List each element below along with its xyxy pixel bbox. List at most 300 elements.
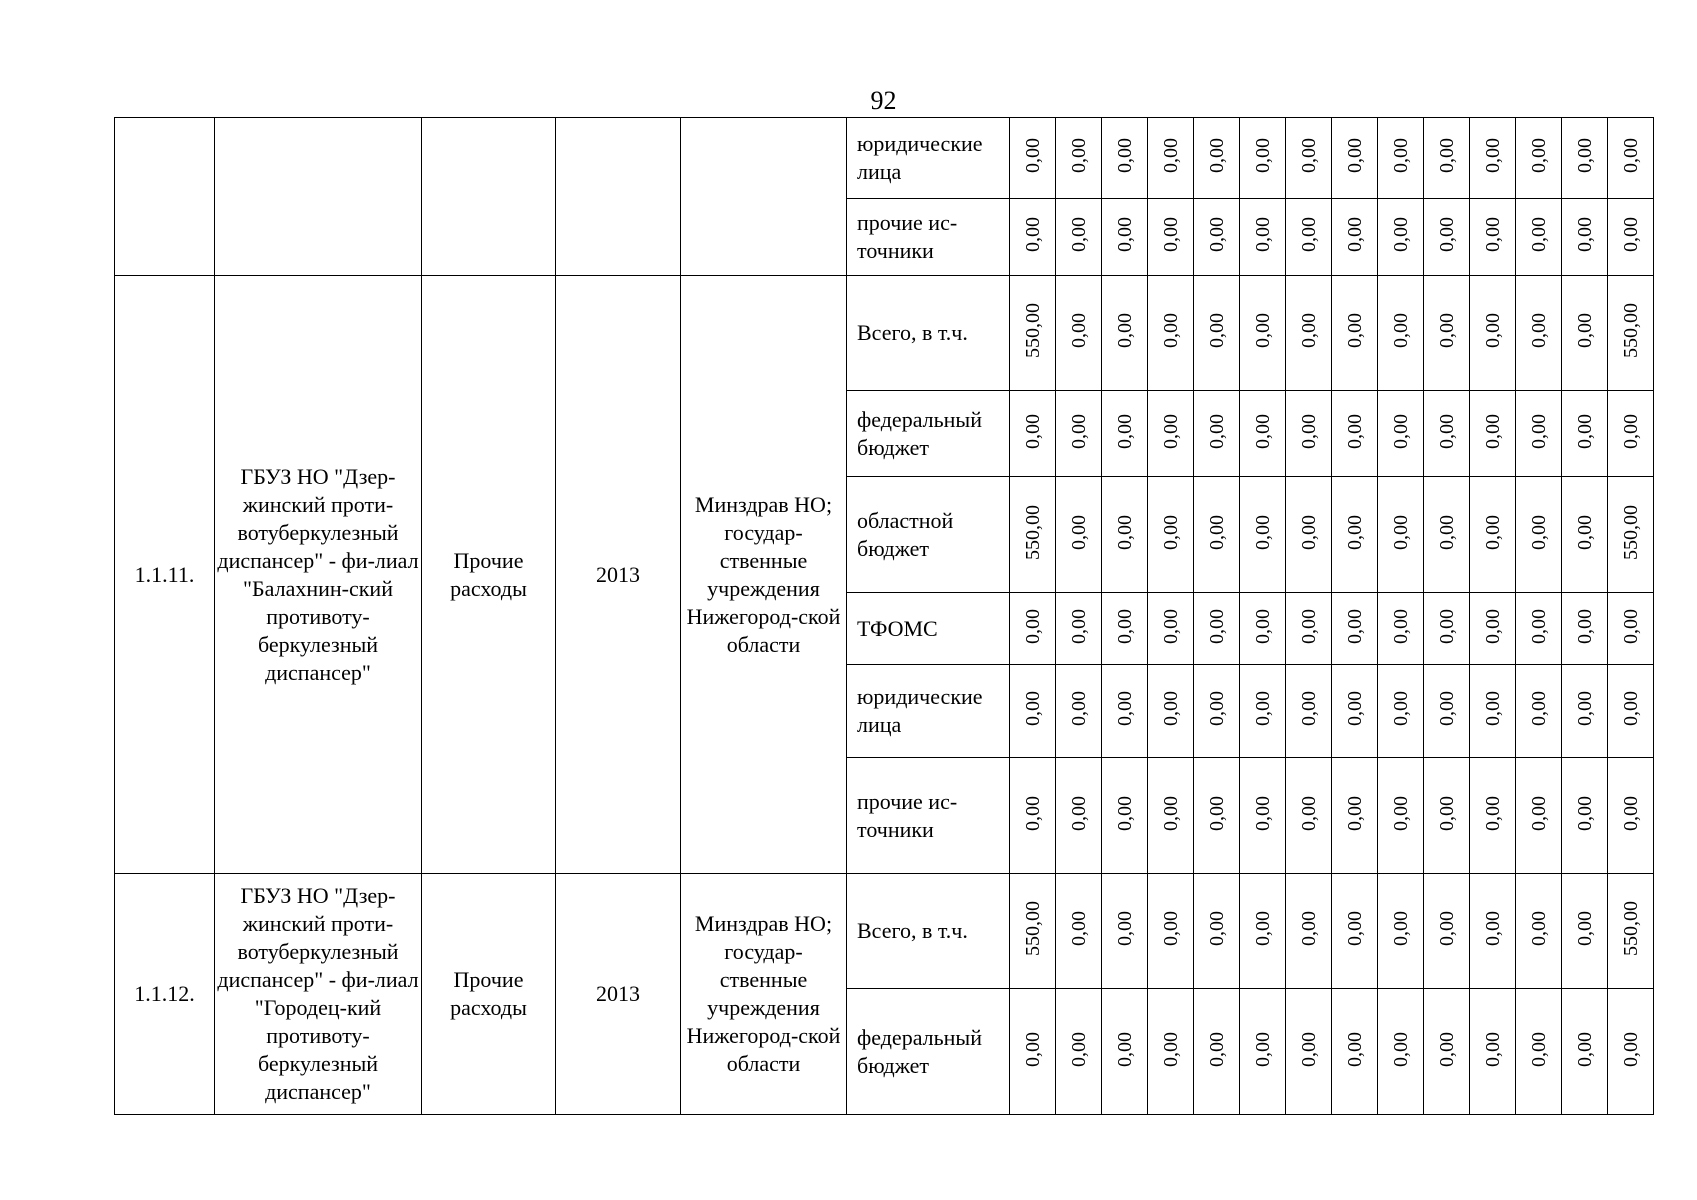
value-text: 0,00 bbox=[1389, 795, 1412, 831]
value-cell bbox=[1378, 477, 1424, 593]
value-cell bbox=[1516, 276, 1562, 391]
value-cell bbox=[1148, 477, 1194, 593]
value-text: 0,00 bbox=[1113, 138, 1136, 173]
value-cell bbox=[1010, 199, 1056, 276]
value-text: 0,00 bbox=[1573, 911, 1596, 946]
value-cell bbox=[1240, 477, 1286, 593]
value-text: 0,00 bbox=[1021, 691, 1044, 726]
value-cell bbox=[1332, 391, 1378, 477]
value-text: 0,00 bbox=[1573, 413, 1596, 449]
value-cell bbox=[1378, 199, 1424, 276]
value-cell bbox=[1102, 391, 1148, 477]
value-cell bbox=[1378, 276, 1424, 391]
executor: Минздрав НО; государ-ственные учреждения Нижегород-ской области bbox=[681, 874, 847, 1115]
value-text: 0,00 bbox=[1205, 795, 1228, 831]
table-body bbox=[115, 118, 1654, 1115]
funding-source: областной бюджет bbox=[847, 477, 1010, 593]
value-cell bbox=[1010, 758, 1056, 874]
expense-type bbox=[422, 118, 556, 276]
value-text: 0,00 bbox=[1619, 795, 1642, 831]
value-text: 0,00 bbox=[1205, 138, 1228, 173]
value-text: 0,00 bbox=[1159, 608, 1182, 644]
value-text: 0,00 bbox=[1297, 911, 1320, 946]
value-cell bbox=[1056, 593, 1102, 665]
value-text: 0,00 bbox=[1067, 691, 1090, 726]
value-cell bbox=[1608, 391, 1654, 477]
value-cell bbox=[1470, 118, 1516, 199]
value-cell bbox=[1424, 477, 1470, 593]
value-cell bbox=[1608, 477, 1654, 593]
value-cell bbox=[1056, 665, 1102, 758]
item-number: 1.1.12. bbox=[115, 874, 215, 1115]
value-text: 0,00 bbox=[1527, 1031, 1550, 1067]
value-cell bbox=[1470, 665, 1516, 758]
value-cell bbox=[1194, 199, 1240, 276]
value-cell bbox=[1194, 391, 1240, 477]
value-text: 0,00 bbox=[1067, 795, 1090, 831]
value-text: 0,00 bbox=[1159, 1031, 1182, 1067]
funding-source: прочие ис-точники bbox=[847, 199, 1010, 276]
value-cell bbox=[1102, 199, 1148, 276]
value-text: 0,00 bbox=[1205, 911, 1228, 946]
value-text: 0,00 bbox=[1159, 413, 1182, 449]
value-text: 0,00 bbox=[1113, 413, 1136, 449]
value-cell bbox=[1056, 989, 1102, 1115]
value-text: 0,00 bbox=[1297, 138, 1320, 173]
value-text: 0,00 bbox=[1389, 138, 1412, 173]
value-cell bbox=[1332, 989, 1378, 1115]
value-text: 0,00 bbox=[1021, 217, 1044, 252]
value-text: 0,00 bbox=[1389, 514, 1412, 550]
value-text: 0,00 bbox=[1527, 691, 1550, 726]
expense-type: Прочие расходы bbox=[422, 276, 556, 874]
value-cell bbox=[1608, 874, 1654, 989]
value-text: 0,00 bbox=[1113, 514, 1136, 550]
value-text: 0,00 bbox=[1297, 795, 1320, 831]
value-text: 0,00 bbox=[1573, 313, 1596, 348]
value-cell bbox=[1562, 199, 1608, 276]
value-text: 0,00 bbox=[1527, 795, 1550, 831]
value-cell bbox=[1332, 477, 1378, 593]
value-text: 0,00 bbox=[1251, 608, 1274, 644]
value-text: 0,00 bbox=[1573, 608, 1596, 644]
value-cell bbox=[1470, 593, 1516, 665]
value-text: 0,00 bbox=[1343, 138, 1366, 173]
value-cell bbox=[1148, 276, 1194, 391]
value-text: 0,00 bbox=[1113, 691, 1136, 726]
value-cell bbox=[1332, 758, 1378, 874]
value-cell bbox=[1562, 593, 1608, 665]
value-cell bbox=[1424, 989, 1470, 1115]
value-cell bbox=[1194, 758, 1240, 874]
value-cell bbox=[1148, 593, 1194, 665]
value-cell bbox=[1378, 758, 1424, 874]
value-text: 0,00 bbox=[1205, 608, 1228, 644]
value-cell bbox=[1424, 276, 1470, 391]
value-text: 0,00 bbox=[1067, 217, 1090, 252]
value-cell bbox=[1562, 118, 1608, 199]
value-cell bbox=[1332, 199, 1378, 276]
value-text: 0,00 bbox=[1527, 608, 1550, 644]
value-text: 0,00 bbox=[1389, 1031, 1412, 1067]
value-cell bbox=[1240, 989, 1286, 1115]
value-cell bbox=[1148, 391, 1194, 477]
value-cell bbox=[1286, 874, 1332, 989]
value-cell bbox=[1562, 276, 1608, 391]
institution-name bbox=[215, 118, 422, 276]
value-cell bbox=[1332, 874, 1378, 989]
value-text: 0,00 bbox=[1573, 1031, 1596, 1067]
value-text: 0,00 bbox=[1573, 691, 1596, 726]
value-cell bbox=[1240, 276, 1286, 391]
value-cell bbox=[1608, 118, 1654, 199]
value-cell bbox=[1608, 989, 1654, 1115]
institution-name: ГБУЗ НО "Дзер-жинский проти-вотуберкулезный диспансер" - фи-лиал "Городец-кий противоту-беркулезный диспансер" bbox=[215, 874, 422, 1115]
value-cell bbox=[1056, 477, 1102, 593]
value-cell bbox=[1194, 477, 1240, 593]
value-text: 0,00 bbox=[1343, 691, 1366, 726]
value-cell bbox=[1470, 758, 1516, 874]
value-cell bbox=[1332, 276, 1378, 391]
value-text: 0,00 bbox=[1113, 795, 1136, 831]
value-text: 0,00 bbox=[1297, 217, 1320, 252]
value-cell bbox=[1378, 118, 1424, 199]
funding-source: Всего, в т.ч. bbox=[847, 276, 1010, 391]
value-text: 0,00 bbox=[1435, 608, 1458, 644]
value-text: 0,00 bbox=[1343, 413, 1366, 449]
value-text: 0,00 bbox=[1205, 1031, 1228, 1067]
value-cell bbox=[1056, 118, 1102, 199]
value-text: 0,00 bbox=[1067, 608, 1090, 644]
value-text: 0,00 bbox=[1297, 514, 1320, 550]
value-text: 0,00 bbox=[1573, 138, 1596, 173]
value-text: 0,00 bbox=[1159, 138, 1182, 173]
value-cell bbox=[1240, 874, 1286, 989]
value-cell bbox=[1470, 199, 1516, 276]
value-cell bbox=[1102, 276, 1148, 391]
value-text: 0,00 bbox=[1435, 795, 1458, 831]
value-cell bbox=[1240, 665, 1286, 758]
value-text: 0,00 bbox=[1389, 911, 1412, 946]
value-cell bbox=[1608, 665, 1654, 758]
value-cell bbox=[1010, 593, 1056, 665]
value-cell bbox=[1240, 118, 1286, 199]
value-cell bbox=[1010, 477, 1056, 593]
funding-source: прочие ис-точники bbox=[847, 758, 1010, 874]
value-cell bbox=[1010, 874, 1056, 989]
value-cell bbox=[1286, 118, 1332, 199]
value-text: 550,00 bbox=[1021, 901, 1044, 956]
value-cell bbox=[1332, 665, 1378, 758]
value-text: 0,00 bbox=[1527, 217, 1550, 252]
value-text: 0,00 bbox=[1205, 313, 1228, 348]
value-cell bbox=[1562, 477, 1608, 593]
value-cell bbox=[1608, 199, 1654, 276]
value-cell bbox=[1286, 391, 1332, 477]
value-text: 0,00 bbox=[1067, 1031, 1090, 1067]
value-cell bbox=[1516, 593, 1562, 665]
value-text: 0,00 bbox=[1481, 514, 1504, 550]
funding-source: юридические лица bbox=[847, 118, 1010, 199]
value-text: 0,00 bbox=[1481, 608, 1504, 644]
value-text: 0,00 bbox=[1619, 691, 1642, 726]
value-cell bbox=[1056, 199, 1102, 276]
value-text: 550,00 bbox=[1021, 504, 1044, 560]
expense-type: Прочие расходы bbox=[422, 874, 556, 1115]
value-cell bbox=[1148, 199, 1194, 276]
value-cell bbox=[1148, 758, 1194, 874]
value-text: 0,00 bbox=[1067, 138, 1090, 173]
value-text: 0,00 bbox=[1481, 413, 1504, 449]
value-cell bbox=[1102, 665, 1148, 758]
value-text: 0,00 bbox=[1343, 313, 1366, 348]
page-number: 92 bbox=[870, 86, 897, 115]
value-text: 0,00 bbox=[1481, 217, 1504, 252]
value-text: 0,00 bbox=[1343, 608, 1366, 644]
value-cell bbox=[1286, 593, 1332, 665]
value-cell bbox=[1056, 874, 1102, 989]
value-text: 550,00 bbox=[1021, 303, 1044, 358]
value-cell bbox=[1240, 391, 1286, 477]
value-cell bbox=[1010, 989, 1056, 1115]
value-cell bbox=[1056, 391, 1102, 477]
value-text: 0,00 bbox=[1435, 313, 1458, 348]
value-text: 0,00 bbox=[1435, 514, 1458, 550]
value-text: 0,00 bbox=[1067, 413, 1090, 449]
value-cell bbox=[1608, 758, 1654, 874]
value-text: 0,00 bbox=[1159, 691, 1182, 726]
value-cell bbox=[1286, 665, 1332, 758]
value-text: 0,00 bbox=[1573, 795, 1596, 831]
value-text: 0,00 bbox=[1619, 217, 1642, 252]
value-text: 0,00 bbox=[1527, 514, 1550, 550]
value-cell bbox=[1424, 199, 1470, 276]
budget-table bbox=[114, 117, 1654, 1115]
value-text: 0,00 bbox=[1251, 413, 1274, 449]
institution-name: ГБУЗ НО "Дзер-жинский проти-вотуберкулезный диспансер" - фи-лиал "Балахнин-ский противоту-беркулезный диспансер" bbox=[215, 276, 422, 874]
value-cell bbox=[1010, 391, 1056, 477]
value-text: 0,00 bbox=[1159, 795, 1182, 831]
value-text: 0,00 bbox=[1389, 413, 1412, 449]
value-text: 0,00 bbox=[1021, 795, 1044, 831]
table-row bbox=[115, 118, 1654, 199]
value-cell bbox=[1378, 665, 1424, 758]
value-cell bbox=[1516, 199, 1562, 276]
value-cell bbox=[1378, 874, 1424, 989]
value-text: 0,00 bbox=[1251, 911, 1274, 946]
value-text: 0,00 bbox=[1389, 691, 1412, 726]
value-cell bbox=[1378, 989, 1424, 1115]
value-cell bbox=[1516, 665, 1562, 758]
value-cell bbox=[1424, 118, 1470, 199]
value-text: 0,00 bbox=[1205, 217, 1228, 252]
value-cell bbox=[1516, 391, 1562, 477]
value-cell bbox=[1240, 758, 1286, 874]
value-cell bbox=[1332, 118, 1378, 199]
value-cell bbox=[1470, 477, 1516, 593]
value-cell bbox=[1424, 665, 1470, 758]
value-cell bbox=[1240, 593, 1286, 665]
value-cell bbox=[1562, 391, 1608, 477]
value-text: 0,00 bbox=[1159, 313, 1182, 348]
value-text: 0,00 bbox=[1343, 1031, 1366, 1067]
value-cell bbox=[1102, 874, 1148, 989]
value-cell bbox=[1378, 593, 1424, 665]
funding-source: федеральный бюджет bbox=[847, 989, 1010, 1115]
value-cell bbox=[1102, 758, 1148, 874]
value-text: 0,00 bbox=[1435, 413, 1458, 449]
value-cell bbox=[1056, 758, 1102, 874]
item-number: 1.1.11. bbox=[115, 276, 215, 874]
value-cell bbox=[1194, 118, 1240, 199]
value-cell bbox=[1516, 874, 1562, 989]
value-text: 0,00 bbox=[1389, 313, 1412, 348]
value-text: 0,00 bbox=[1205, 691, 1228, 726]
value-text: 0,00 bbox=[1021, 1031, 1044, 1067]
value-text: 0,00 bbox=[1297, 313, 1320, 348]
value-text: 0,00 bbox=[1527, 911, 1550, 946]
value-text: 0,00 bbox=[1527, 138, 1550, 173]
value-text: 0,00 bbox=[1573, 217, 1596, 252]
value-cell bbox=[1332, 593, 1378, 665]
value-cell bbox=[1516, 118, 1562, 199]
value-text: 0,00 bbox=[1297, 691, 1320, 726]
value-text: 0,00 bbox=[1389, 608, 1412, 644]
value-cell bbox=[1240, 199, 1286, 276]
value-cell bbox=[1470, 391, 1516, 477]
value-cell bbox=[1010, 276, 1056, 391]
value-cell bbox=[1148, 118, 1194, 199]
value-cell bbox=[1010, 665, 1056, 758]
value-text: 0,00 bbox=[1297, 413, 1320, 449]
value-text: 0,00 bbox=[1297, 608, 1320, 644]
value-text: 0,00 bbox=[1251, 691, 1274, 726]
value-cell bbox=[1562, 758, 1608, 874]
value-cell bbox=[1194, 874, 1240, 989]
value-cell bbox=[1286, 477, 1332, 593]
value-cell bbox=[1608, 593, 1654, 665]
value-text: 0,00 bbox=[1619, 608, 1642, 644]
value-cell bbox=[1424, 758, 1470, 874]
value-text: 0,00 bbox=[1481, 313, 1504, 348]
value-cell bbox=[1608, 276, 1654, 391]
value-text: 0,00 bbox=[1481, 911, 1504, 946]
value-cell bbox=[1010, 118, 1056, 199]
value-cell bbox=[1194, 989, 1240, 1115]
value-text: 0,00 bbox=[1619, 138, 1642, 173]
year bbox=[556, 118, 681, 276]
value-text: 0,00 bbox=[1113, 217, 1136, 252]
value-text: 0,00 bbox=[1021, 138, 1044, 173]
value-text: 0,00 bbox=[1527, 413, 1550, 449]
year: 2013 bbox=[556, 276, 681, 874]
value-cell bbox=[1516, 758, 1562, 874]
funding-source: Всего, в т.ч. bbox=[847, 874, 1010, 989]
value-cell bbox=[1470, 989, 1516, 1115]
value-text: 550,00 bbox=[1619, 504, 1642, 560]
value-text: 550,00 bbox=[1619, 303, 1642, 358]
value-cell bbox=[1286, 758, 1332, 874]
value-text: 0,00 bbox=[1205, 514, 1228, 550]
value-text: 0,00 bbox=[1067, 313, 1090, 348]
value-text: 0,00 bbox=[1113, 313, 1136, 348]
value-text: 0,00 bbox=[1573, 514, 1596, 550]
value-cell bbox=[1286, 989, 1332, 1115]
value-cell bbox=[1102, 989, 1148, 1115]
value-cell bbox=[1148, 874, 1194, 989]
value-cell bbox=[1424, 593, 1470, 665]
value-cell bbox=[1148, 989, 1194, 1115]
value-text: 0,00 bbox=[1619, 413, 1642, 449]
value-cell bbox=[1194, 665, 1240, 758]
value-text: 0,00 bbox=[1251, 138, 1274, 173]
value-text: 0,00 bbox=[1021, 608, 1044, 644]
value-cell bbox=[1562, 665, 1608, 758]
value-text: 0,00 bbox=[1251, 1031, 1274, 1067]
value-cell bbox=[1516, 989, 1562, 1115]
value-text: 0,00 bbox=[1343, 514, 1366, 550]
value-text: 0,00 bbox=[1343, 217, 1366, 252]
value-cell bbox=[1102, 118, 1148, 199]
funding-source: федеральный бюджет bbox=[847, 391, 1010, 477]
value-cell bbox=[1056, 276, 1102, 391]
value-text: 0,00 bbox=[1251, 514, 1274, 550]
table-row bbox=[115, 276, 1654, 391]
value-cell bbox=[1562, 874, 1608, 989]
value-text: 0,00 bbox=[1481, 795, 1504, 831]
value-cell bbox=[1516, 477, 1562, 593]
value-cell bbox=[1286, 276, 1332, 391]
value-text: 0,00 bbox=[1389, 217, 1412, 252]
value-text: 0,00 bbox=[1113, 1031, 1136, 1067]
value-text: 550,00 bbox=[1619, 901, 1642, 956]
value-text: 0,00 bbox=[1159, 514, 1182, 550]
value-cell bbox=[1470, 874, 1516, 989]
value-text: 0,00 bbox=[1205, 413, 1228, 449]
value-text: 0,00 bbox=[1251, 795, 1274, 831]
value-text: 0,00 bbox=[1251, 217, 1274, 252]
funding-source: юридические лица bbox=[847, 665, 1010, 758]
value-text: 0,00 bbox=[1067, 514, 1090, 550]
value-text: 0,00 bbox=[1067, 911, 1090, 946]
value-text: 0,00 bbox=[1251, 313, 1274, 348]
value-text: 0,00 bbox=[1159, 911, 1182, 946]
item-number bbox=[115, 118, 215, 276]
value-text: 0,00 bbox=[1113, 608, 1136, 644]
value-text: 0,00 bbox=[1527, 313, 1550, 348]
value-text: 0,00 bbox=[1435, 911, 1458, 946]
value-cell bbox=[1148, 665, 1194, 758]
value-text: 0,00 bbox=[1435, 217, 1458, 252]
value-cell bbox=[1102, 477, 1148, 593]
value-cell bbox=[1194, 276, 1240, 391]
value-text: 0,00 bbox=[1343, 795, 1366, 831]
value-text: 0,00 bbox=[1113, 911, 1136, 946]
value-cell bbox=[1424, 391, 1470, 477]
value-text: 0,00 bbox=[1481, 691, 1504, 726]
value-text: 0,00 bbox=[1619, 1031, 1642, 1067]
value-cell bbox=[1194, 593, 1240, 665]
value-text: 0,00 bbox=[1435, 1031, 1458, 1067]
value-text: 0,00 bbox=[1435, 691, 1458, 726]
value-cell bbox=[1562, 989, 1608, 1115]
value-cell bbox=[1470, 276, 1516, 391]
year: 2013 bbox=[556, 874, 681, 1115]
value-cell bbox=[1102, 593, 1148, 665]
value-cell bbox=[1286, 199, 1332, 276]
value-cell bbox=[1424, 874, 1470, 989]
value-text: 0,00 bbox=[1297, 1031, 1320, 1067]
